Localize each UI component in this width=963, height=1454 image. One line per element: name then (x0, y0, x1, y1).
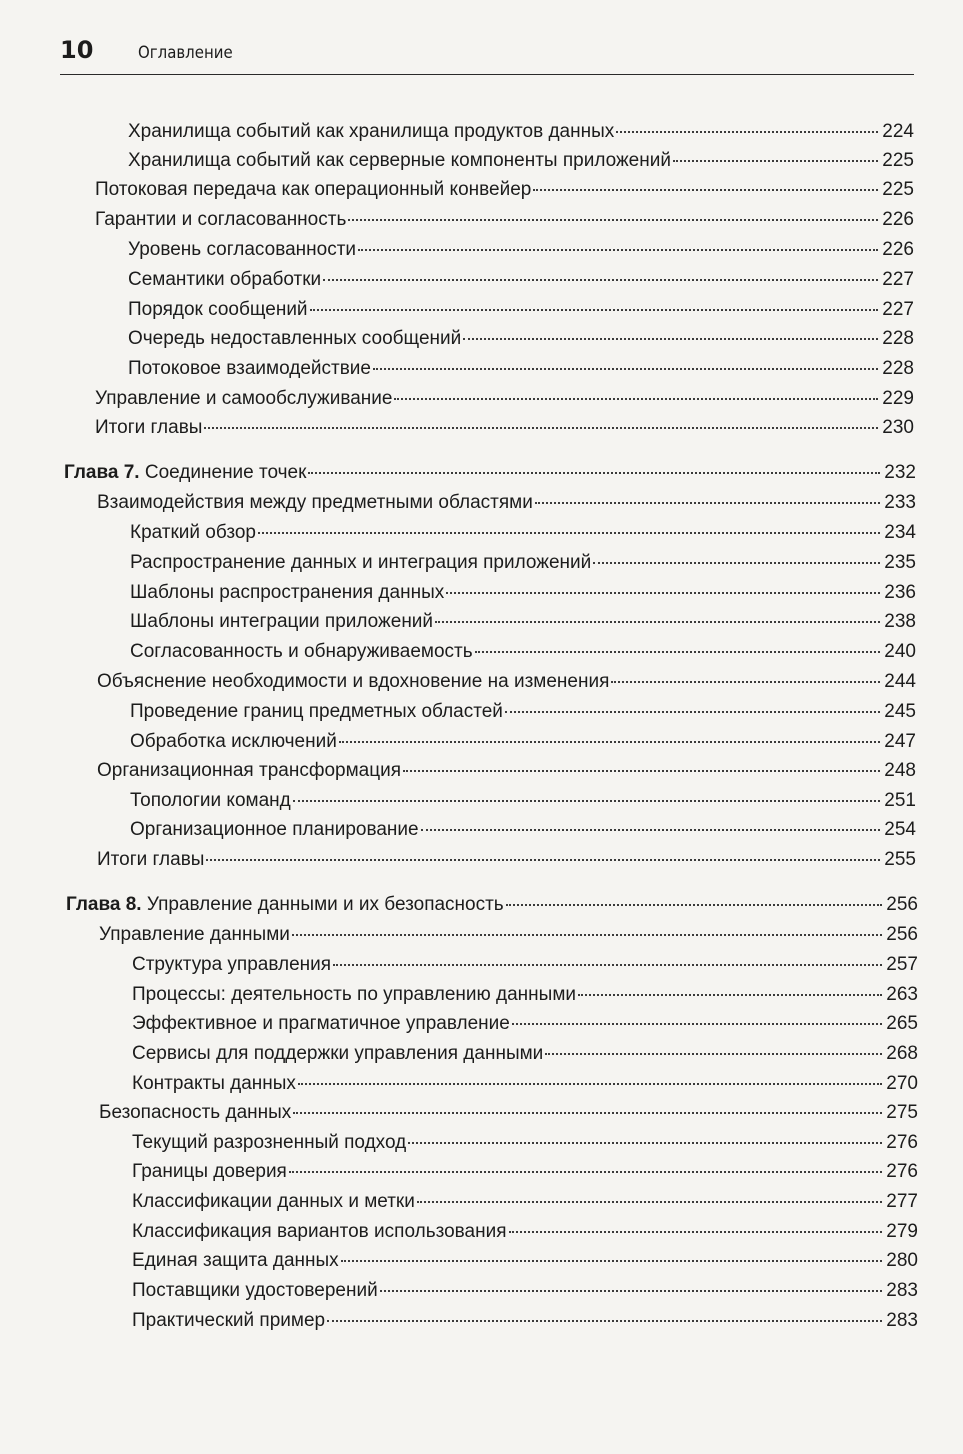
toc-entry (128, 120, 914, 144)
dot-leader (506, 904, 882, 906)
dot-leader (341, 1260, 882, 1262)
toc-page-number: 235 (884, 552, 916, 573)
toc-entry (130, 700, 916, 724)
toc-page-number: 226 (882, 209, 914, 230)
dot-leader (593, 562, 880, 564)
dot-leader (323, 279, 878, 281)
toc-page-number: 238 (884, 611, 916, 632)
toc-entry (132, 1220, 918, 1244)
dot-leader (292, 934, 882, 936)
toc-entry (130, 818, 916, 842)
toc-chapter-entry (64, 461, 916, 485)
toc-entry-title: Хранилища событий как серверные компоненты приложений (128, 150, 671, 171)
toc-page-number: 232 (884, 462, 916, 483)
toc-entry (128, 357, 914, 381)
dot-leader (289, 1171, 882, 1173)
toc-page-number: 256 (886, 924, 918, 945)
toc-page-number: 240 (884, 641, 916, 662)
dot-leader (333, 964, 882, 966)
toc-entry-title: Контракты данных (132, 1073, 296, 1094)
toc-entry-title: Хранилища событий как хранилища продуктов данных (128, 121, 615, 142)
chapter-number: Глава 7. (64, 462, 140, 483)
toc-entry (128, 327, 914, 351)
toc-entry-title: Эффективное и прагматичное управление (132, 1013, 510, 1034)
toc-entry-title: Взаимодействия между предметными областями (97, 492, 533, 513)
dot-leader (310, 309, 878, 311)
dot-leader (339, 741, 880, 743)
toc-page-number: 268 (886, 1043, 918, 1064)
toc-entry (130, 521, 916, 545)
toc-page-number: 224 (882, 121, 914, 142)
toc-entry-title: Объяснение необходимости и вдохновение на изменения (97, 671, 610, 692)
toc-page-number: 263 (886, 984, 918, 1005)
dot-leader (298, 1083, 882, 1085)
toc-entry (97, 491, 916, 515)
dot-leader (293, 800, 880, 802)
dot-leader (616, 131, 878, 133)
toc-entry-title: Поставщики удостоверений (132, 1280, 378, 1301)
toc-page-number: 265 (886, 1013, 918, 1034)
toc-entry-title: Организационное планирование (130, 819, 419, 840)
toc-entry-title: Гарантии и согласованность (95, 209, 347, 230)
page-number: 10 (60, 36, 94, 64)
toc-entry (132, 1131, 918, 1155)
toc-entry (132, 1160, 918, 1184)
toc-entry-title: Управление и самообслуживание (95, 388, 393, 409)
toc-entry-title: Проведение границ предметных областей (130, 701, 503, 722)
dot-leader (673, 160, 878, 162)
toc-entry (132, 1072, 918, 1096)
chapter-number: Глава 8. (66, 894, 142, 915)
toc-page-number: 283 (886, 1310, 918, 1331)
toc-page-number: 255 (884, 849, 916, 870)
dot-leader (533, 189, 878, 191)
toc-entry-title: Управление данными (99, 924, 290, 945)
toc-entry (95, 208, 914, 232)
dot-leader (403, 770, 880, 772)
dot-leader (408, 1142, 882, 1144)
toc-page-number: 227 (882, 299, 914, 320)
dot-leader (611, 681, 880, 683)
toc-entry (132, 1249, 918, 1273)
toc-entry (97, 670, 916, 694)
toc-page-number: 245 (884, 701, 916, 722)
toc-entry-title: Порядок сообщений (128, 299, 308, 320)
toc-entry-title: Шаблоны распространения данных (130, 582, 445, 603)
toc-page-number: 233 (884, 492, 916, 513)
toc-page-number: 229 (882, 388, 914, 409)
toc-entry (130, 640, 916, 664)
toc-entry (99, 1101, 918, 1125)
toc-chapter-entry (66, 893, 918, 917)
toc-page-number: 270 (886, 1073, 918, 1094)
toc-entry-title: Классификации данных и метки (132, 1191, 415, 1212)
toc-entry (132, 1042, 918, 1066)
dot-leader (578, 994, 882, 996)
dot-leader (505, 711, 880, 713)
toc-entry (128, 238, 914, 262)
toc-page-number: 279 (886, 1221, 918, 1242)
toc-entry-title: Классификация вариантов использования (132, 1221, 507, 1242)
dot-leader (512, 1023, 882, 1025)
toc-entry (95, 178, 914, 202)
toc-entry (95, 416, 914, 440)
toc-page-number: 226 (882, 239, 914, 260)
toc-entry (132, 1309, 918, 1333)
dot-leader (509, 1231, 883, 1233)
toc-entry-title: Очередь недоставленных сообщений (128, 328, 462, 349)
toc-entry (132, 1279, 918, 1303)
toc-entry (128, 149, 914, 173)
toc-entry (130, 730, 916, 754)
chapter-title: Соединение точек (139, 462, 307, 483)
toc-entry-title: Процессы: деятельность по управлению данными (132, 984, 577, 1005)
toc-entry-title: Распространение данных и интеграция приложений (130, 552, 592, 573)
toc-entry-title: Обработка исключений (130, 731, 337, 752)
toc-page-number: 234 (884, 522, 916, 543)
toc-entry (95, 387, 914, 411)
dot-leader (308, 472, 880, 474)
dot-leader (206, 859, 880, 861)
dot-leader (380, 1290, 882, 1292)
toc-page-number: 283 (886, 1280, 918, 1301)
toc-entry-title: Потоковое взаимодействие (128, 358, 371, 379)
toc-entry-title: Шаблоны интеграции приложений (130, 611, 434, 632)
toc-page-number: 236 (884, 582, 916, 603)
toc-page-number: 254 (884, 819, 916, 840)
dot-leader (258, 532, 880, 534)
toc-page-number: 247 (884, 731, 916, 752)
toc-entry-title: Структура управления (132, 954, 332, 975)
toc-entry (132, 953, 918, 977)
dot-leader (421, 829, 880, 831)
toc-page-number: 251 (884, 790, 916, 811)
toc-entry-title: Границы доверия (132, 1161, 287, 1182)
dot-leader (435, 621, 880, 623)
dot-leader (394, 398, 878, 400)
toc-entry-title: Краткий обзор (130, 522, 256, 543)
toc-entry (132, 1190, 918, 1214)
toc-page-number: 230 (882, 417, 914, 438)
toc-entry (128, 298, 914, 322)
dot-leader (475, 651, 880, 653)
dot-leader (348, 219, 878, 221)
toc-page-number: 225 (882, 179, 914, 200)
toc-entry-title: Организационная трансформация (97, 760, 401, 781)
dot-leader (463, 338, 878, 340)
toc-entry-title (64, 461, 306, 485)
chapter-title: Управление данными и их безопасность (141, 894, 504, 915)
toc-page-number: 248 (884, 760, 916, 781)
toc-entry-title: Итоги главы (95, 417, 203, 438)
toc-page-number: 257 (886, 954, 918, 975)
toc-entry (130, 610, 916, 634)
toc-entry-title: Практический пример (132, 1310, 326, 1331)
dot-leader (417, 1201, 882, 1203)
dot-leader (204, 427, 878, 429)
toc-entry (132, 983, 918, 1007)
toc-entry (99, 923, 918, 947)
toc-entry (128, 268, 914, 292)
toc-page-number: 244 (884, 671, 916, 692)
toc-entry-title: Уровень согласованности (128, 239, 357, 260)
toc-page-number: 276 (886, 1132, 918, 1153)
toc-entry-title: Безопасность данных (99, 1102, 292, 1123)
toc-entry-title: Текущий разрозненный подход (132, 1132, 407, 1153)
running-title: Оглавление (138, 43, 233, 63)
toc-page-number: 228 (882, 328, 914, 349)
toc-page-number: 227 (882, 269, 914, 290)
toc-page-number: 225 (882, 150, 914, 171)
dot-leader (373, 368, 878, 370)
toc-entry (130, 551, 916, 575)
toc-entry-title (66, 893, 504, 917)
toc-entry (130, 789, 916, 813)
toc-entry-title: Сервисы для поддержки управления данными (132, 1043, 544, 1064)
dot-leader (535, 502, 880, 504)
toc-entry-title: Единая защита данных (132, 1250, 339, 1271)
toc-entry-title: Потоковая передача как операционный конвейер (95, 179, 532, 200)
dot-leader (327, 1320, 882, 1322)
toc-page-number: 280 (886, 1250, 918, 1271)
toc-entry (97, 759, 916, 783)
toc-entry (132, 1012, 918, 1036)
toc-entry-title: Топологии команд (130, 790, 291, 811)
toc-page-number: 276 (886, 1161, 918, 1182)
toc-entry-title: Итоги главы (97, 849, 205, 870)
dot-leader (358, 249, 878, 251)
toc-entry-title: Семантики обработки (128, 269, 322, 290)
toc-entry (97, 848, 916, 872)
toc-page-number: 277 (886, 1191, 918, 1212)
dot-leader (446, 592, 880, 594)
toc-entry (130, 581, 916, 605)
toc-page-number: 256 (886, 894, 918, 915)
dot-leader (293, 1112, 882, 1114)
toc-page-number: 275 (886, 1102, 918, 1123)
toc-page-number: 228 (882, 358, 914, 379)
toc-entry-title: Согласованность и обнаруживаемость (130, 641, 473, 662)
dot-leader (545, 1053, 882, 1055)
